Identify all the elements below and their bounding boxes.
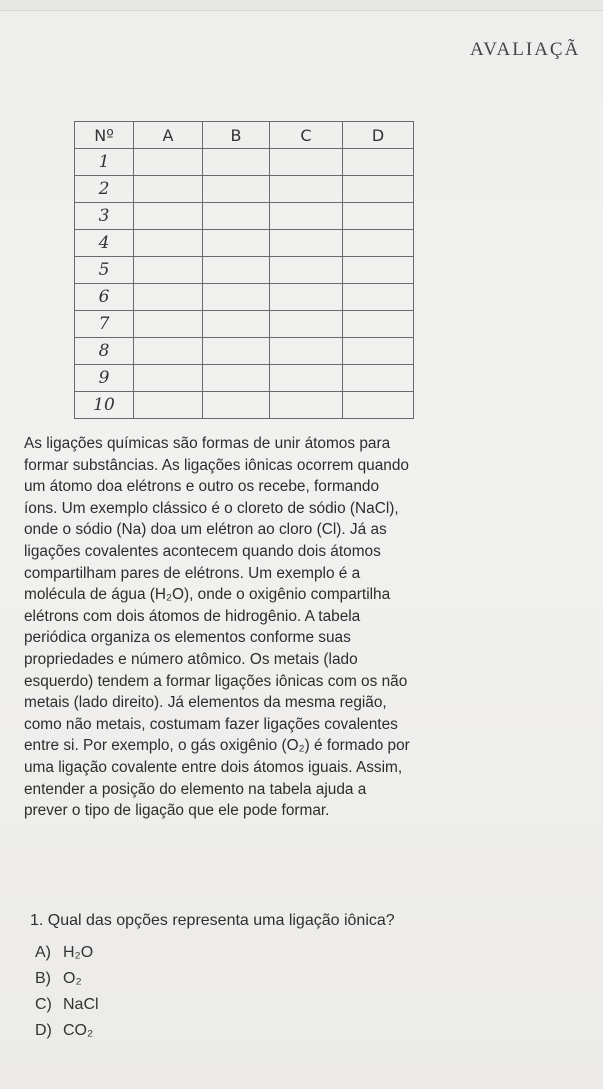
answer-cell[interactable] — [270, 284, 343, 311]
answer-cell[interactable] — [343, 311, 414, 338]
answer-cell[interactable] — [134, 149, 203, 176]
passage-line: entender a posição do elemento na tabela ajuda a — [24, 780, 367, 798]
option-letter: B) — [35, 970, 51, 987]
passage-line: íons. Um exemplo clássico é o cloreto de sódio (NaCl), — [24, 499, 399, 517]
row-number: 6 — [75, 284, 134, 311]
header-a: A — [134, 122, 203, 149]
answer-cell[interactable] — [203, 338, 270, 365]
answer-cell[interactable] — [203, 311, 270, 338]
header-number: Nº — [75, 122, 134, 149]
passage-line: molécula de água (H₂O), onde o oxigênio compartilha — [24, 586, 391, 604]
table-row — [75, 176, 414, 203]
option-letter: D) — [35, 1022, 52, 1039]
answer-grid-header-row — [75, 122, 414, 149]
answer-cell[interactable] — [343, 149, 414, 176]
table-row — [75, 203, 414, 230]
passage-line: prever o tipo de ligação que ele pode formar. — [24, 802, 330, 820]
option-letter: C) — [35, 996, 52, 1013]
option-a[interactable] — [35, 940, 99, 966]
passage-line: esquerdo) tendem a formar ligações iônicas com os não — [24, 672, 408, 690]
answer-cell[interactable] — [343, 338, 414, 365]
table-row — [75, 257, 414, 284]
passage-line: compartilham pares de elétrons. Um exemplo é a — [24, 564, 361, 582]
answer-cell[interactable] — [203, 392, 270, 419]
passage-line: onde o sódio (Na) doa um elétron ao cloro (Cl). Já as — [24, 521, 387, 539]
table-row — [75, 230, 414, 257]
row-number: 5 — [75, 257, 134, 284]
passage-line: formar substâncias. As ligações iônicas ocorrem quando — [24, 456, 409, 474]
answer-cell[interactable] — [270, 230, 343, 257]
answer-cell[interactable] — [203, 176, 270, 203]
answer-cell[interactable] — [270, 257, 343, 284]
answer-cell[interactable] — [270, 392, 343, 419]
answer-grid-table — [74, 121, 414, 419]
passage-line: periódica organiza os elementos conforme suas — [24, 629, 351, 647]
passage-line: elétrons com dois átomos de hidrogênio. A tabela — [24, 607, 361, 625]
option-c[interactable] — [35, 992, 99, 1018]
answer-cell[interactable] — [134, 392, 203, 419]
row-number: 3 — [75, 203, 134, 230]
row-number: 8 — [75, 338, 134, 365]
answer-cell[interactable] — [203, 149, 270, 176]
answer-cell[interactable] — [203, 284, 270, 311]
answer-cell[interactable] — [343, 176, 414, 203]
answer-cell[interactable] — [270, 338, 343, 365]
passage-line: As ligações químicas são formas de unir átomos para — [24, 435, 391, 452]
page-top-edge — [0, 0, 603, 11]
answer-cell[interactable] — [270, 311, 343, 338]
answer-cell[interactable] — [343, 230, 414, 257]
answer-cell[interactable] — [270, 203, 343, 230]
page-header-title: AVALIAÇÃ — [470, 39, 581, 60]
header-b: B — [203, 122, 270, 149]
table-row — [75, 365, 414, 392]
answer-cell[interactable] — [343, 365, 414, 392]
answer-cell[interactable] — [343, 203, 414, 230]
answer-cell[interactable] — [343, 257, 414, 284]
passage-line: metais (lado direito). Já elementos da mesma região, — [24, 694, 387, 712]
answer-cell[interactable] — [203, 257, 270, 284]
table-row — [75, 338, 414, 365]
option-d[interactable] — [35, 1018, 99, 1044]
question-text: 1. Qual das opções representa uma ligação iônica? — [30, 912, 395, 929]
passage-line: propriedades e número atômico. Os metais (lado — [24, 650, 358, 668]
option-text: NaCl — [63, 996, 99, 1013]
answer-cell[interactable] — [270, 365, 343, 392]
table-row — [75, 311, 414, 338]
answer-cell[interactable] — [134, 203, 203, 230]
passage-line: uma ligação covalente entre dois átomos iguais. Assim, — [24, 758, 403, 776]
answer-cell[interactable] — [203, 230, 270, 257]
passage-line: um átomo doa elétrons e outro os recebe, formando — [24, 478, 380, 496]
answer-cell[interactable] — [270, 176, 343, 203]
answer-cell[interactable] — [203, 365, 270, 392]
reading-passage — [24, 433, 599, 822]
table-row — [75, 392, 414, 419]
header-d: D — [343, 122, 414, 149]
row-number: 9 — [75, 365, 134, 392]
option-letter: A) — [35, 944, 51, 961]
row-number: 7 — [75, 311, 134, 338]
answer-cell[interactable] — [134, 284, 203, 311]
table-row — [75, 284, 414, 311]
passage-line: entre si. Por exemplo, o gás oxigênio (O₂) é formado por — [24, 737, 410, 755]
answer-cell[interactable] — [343, 284, 414, 311]
row-number: 2 — [75, 176, 134, 203]
answer-cell[interactable] — [270, 149, 343, 176]
answer-cell[interactable] — [134, 311, 203, 338]
answer-cell[interactable] — [134, 230, 203, 257]
option-text: CO₂ — [63, 1022, 94, 1039]
header-c: C — [270, 122, 343, 149]
row-number: 10 — [75, 392, 134, 419]
answer-cell[interactable] — [134, 257, 203, 284]
answer-cell[interactable] — [134, 338, 203, 365]
row-number: 1 — [75, 149, 134, 176]
row-number: 4 — [75, 230, 134, 257]
option-text: O₂ — [63, 970, 82, 987]
option-b[interactable] — [35, 966, 99, 992]
answer-cell[interactable] — [134, 176, 203, 203]
answer-cell[interactable] — [343, 392, 414, 419]
option-text: H₂O — [63, 944, 94, 961]
passage-line: como não metais, costumam fazer ligações covalentes — [24, 715, 398, 733]
table-row — [75, 149, 414, 176]
answer-options — [35, 940, 99, 1044]
passage-line: ligações covalentes acontecem quando dois átomos — [24, 542, 381, 560]
answer-cell[interactable] — [134, 365, 203, 392]
answer-cell[interactable] — [203, 203, 270, 230]
